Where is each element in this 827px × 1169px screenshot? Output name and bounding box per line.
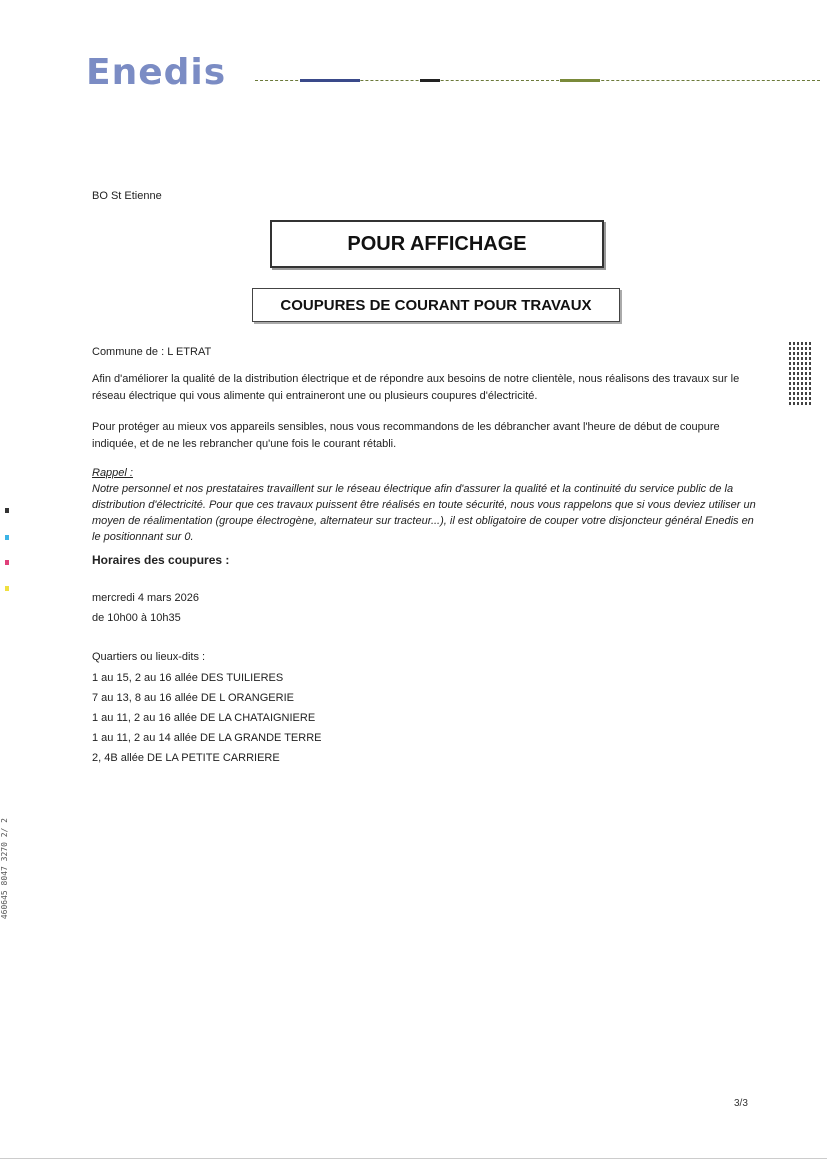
list-item: 7 au 13, 8 au 16 allée DE L ORANGERIE — [92, 692, 294, 704]
print-mark-black — [5, 508, 9, 513]
commune-line: Commune de : L ETRAT — [92, 346, 212, 358]
rappel-title: Rappel : — [92, 467, 133, 479]
print-mark-magenta — [5, 560, 9, 565]
list-item: 1 au 11, 2 au 14 allée DE LA GRANDE TERRE — [92, 732, 322, 744]
header-rule-accent-1 — [300, 79, 360, 82]
list-item: 1 au 11, 2 au 16 allée DE LA CHATAIGNIERE — [92, 712, 316, 724]
intro-paragraph: Afin d'améliorer la qualité de la distribution électrique et de répondre aux besoins de notre clientèle, nous réalisons des travaux sur le réseau électrique qui vous alimente qui entraineront une ou plusieurs coupures d'électricité. — [92, 373, 740, 402]
header-rule-accent-3 — [560, 79, 600, 82]
sender-office: BO St Etienne — [92, 190, 162, 202]
enedis-logo: Enedis — [86, 52, 227, 93]
horaires-title: Horaires des coupures : — [92, 553, 230, 567]
pour-affichage-heading: POUR AFFICHAGE — [270, 220, 604, 268]
print-mark-yellow — [5, 586, 9, 591]
quartiers-title: Quartiers ou lieux-dits : — [92, 651, 206, 663]
side-print-code: 460645 8047 3270 2/ 2 — [0, 818, 9, 920]
outage-time: de 10h00 à 10h35 — [92, 612, 181, 624]
page-number: 3/3 — [734, 1098, 748, 1109]
print-mark-cyan — [5, 535, 9, 540]
rappel-block — [92, 465, 758, 545]
places-list — [92, 668, 322, 768]
rappel-text: Notre personnel et nos prestataires travaillent sur le réseau électrique afin d'assurer la qualité et la continuité du service public de la distribution d'électricité. Pour que ces travaux puissent être réalisés en toute sécurité, nous vous rappelons que si vous deviez utiliser un moyen de réalimentation (groupe électrogène, alternateur sur tracteur...), il est obligatoire de couper votre disjoncteur général Enedis en le positionnant sur 0. — [92, 483, 756, 543]
outage-date: mercredi 4 mars 2026 — [92, 592, 199, 604]
header-rule-accent-2 — [420, 79, 440, 82]
coupures-heading: COUPURES DE COURANT POUR TRAVAUX — [252, 288, 620, 322]
bottom-divider — [0, 1158, 827, 1159]
datamatrix-code-pattern — [789, 341, 811, 405]
list-item: 2, 4B allée DE LA PETITE CARRIERE — [92, 752, 280, 764]
list-item: 1 au 15, 2 au 16 allée DES TUILIERES — [92, 672, 284, 684]
advice-paragraph: Pour protéger au mieux vos appareils sensibles, nous vous recommandons de les débrancher avant l'heure de début de coupure indiquée, et de ne les rebrancher qu'une fois le courant rétabli. — [92, 421, 720, 450]
